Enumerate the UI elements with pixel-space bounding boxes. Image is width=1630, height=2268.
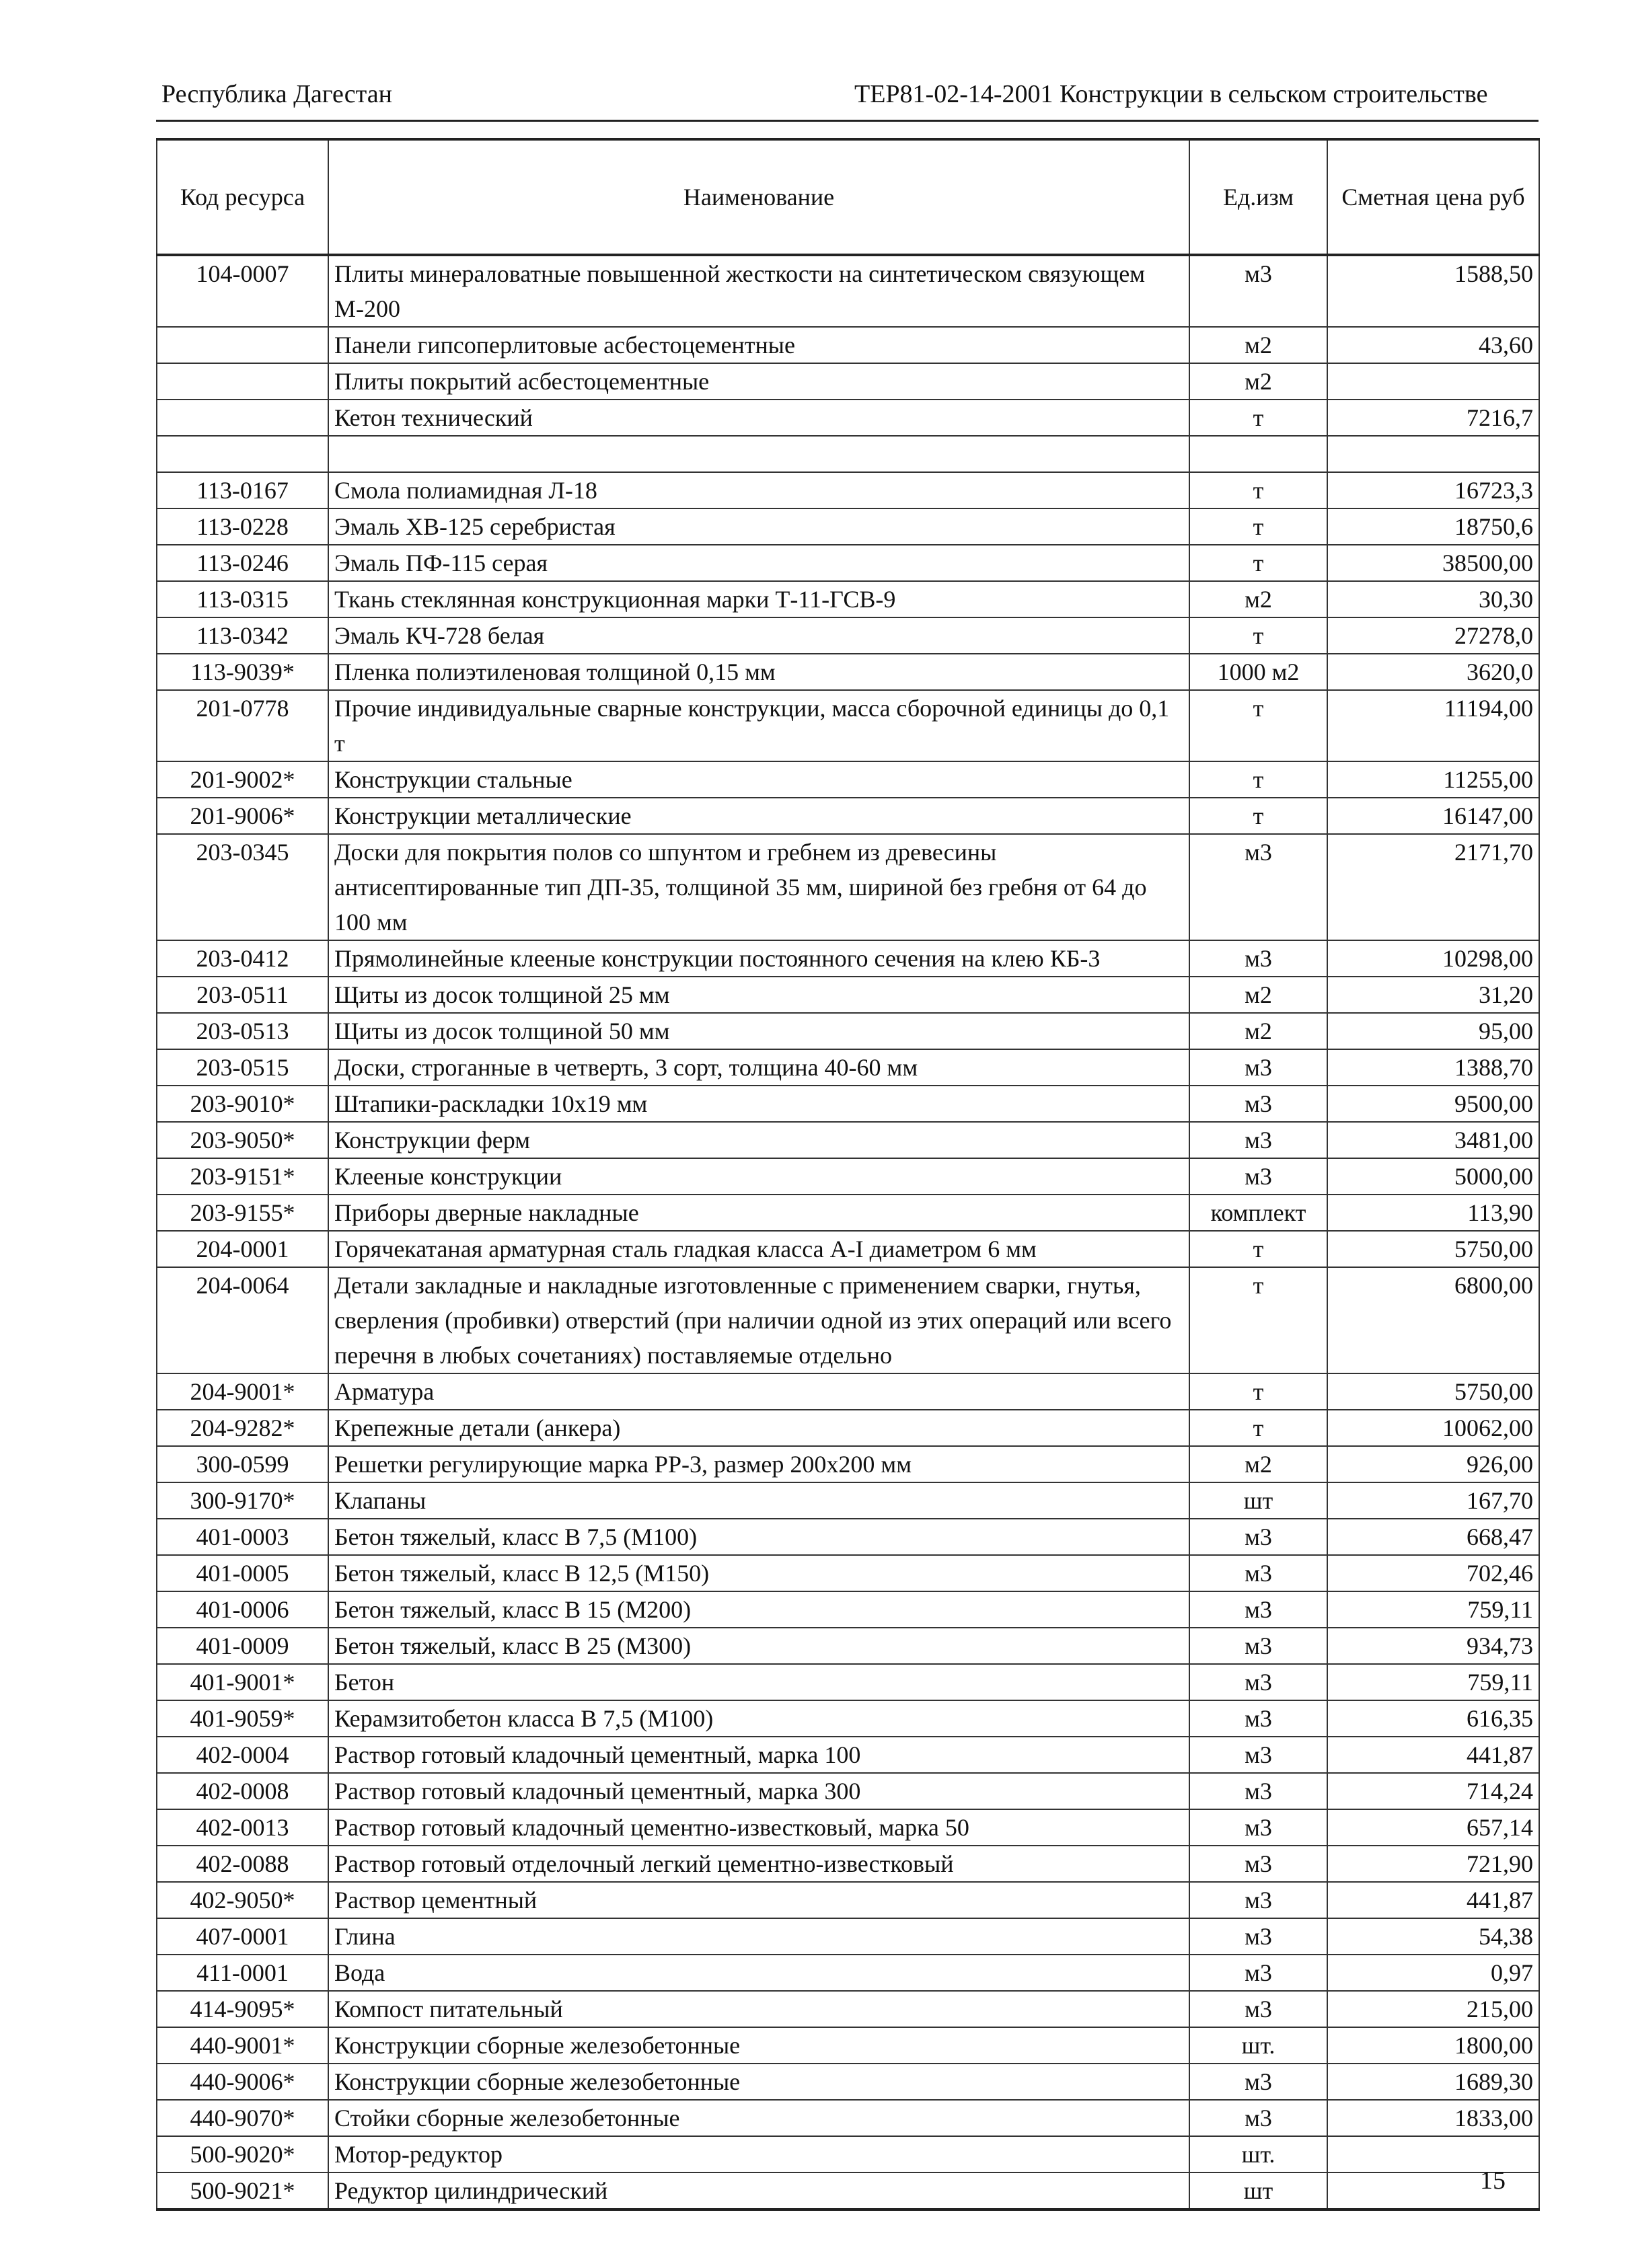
resource-code-cell — [157, 327, 328, 363]
unit-cell: т — [1189, 1410, 1327, 1446]
price-cell: 2171,70 — [1327, 834, 1539, 940]
unit-cell: м3 — [1189, 1882, 1327, 1918]
unit-cell: т — [1189, 1373, 1327, 1410]
resource-name-cell: Эмаль ПФ-115 серая — [328, 545, 1189, 581]
resource-code-cell: 204-9001* — [157, 1373, 328, 1410]
resource-name-cell: Доски, строганные в четверть, 3 сорт, толщина 40-60 мм — [328, 1049, 1189, 1086]
unit-cell: м3 — [1189, 1628, 1327, 1664]
resource-name-cell: Прочие индивидуальные сварные конструкции, масса сборочной единицы до 0,1 т — [328, 690, 1189, 761]
resource-name-cell — [328, 436, 1189, 472]
unit-cell: шт — [1189, 2172, 1327, 2209]
resource-code-cell: 204-0001 — [157, 1231, 328, 1267]
header-divider — [156, 120, 1539, 122]
table-row — [157, 327, 1539, 363]
price-cell: 616,35 — [1327, 1700, 1539, 1737]
table-row — [157, 1664, 1539, 1700]
table-row — [157, 690, 1539, 761]
resource-code-cell: 204-0064 — [157, 1267, 328, 1373]
resource-code-cell: 402-0008 — [157, 1773, 328, 1809]
resource-code-cell: 401-9001* — [157, 1664, 328, 1700]
table-row — [157, 1158, 1539, 1195]
price-cell: 441,87 — [1327, 1882, 1539, 1918]
resource-name-cell: Щиты из досок толщиной 50 мм — [328, 1013, 1189, 1049]
resource-name-cell: Конструкции стальные — [328, 761, 1189, 798]
unit-cell: т — [1189, 508, 1327, 545]
price-cell: 1689,30 — [1327, 2064, 1539, 2100]
unit-cell: м2 — [1189, 581, 1327, 617]
table-row — [157, 1918, 1539, 1955]
unit-cell: м3 — [1189, 1664, 1327, 1700]
resource-name-cell: Плиты покрытий асбестоцементные — [328, 363, 1189, 400]
unit-cell: м2 — [1189, 327, 1327, 363]
unit-cell: 1000 м2 — [1189, 654, 1327, 690]
resource-code-cell: 300-0599 — [157, 1446, 328, 1482]
resource-name-cell: Панели гипсоперлитовые асбестоцементные — [328, 327, 1189, 363]
table-row — [157, 1955, 1539, 1991]
table-row — [157, 2172, 1539, 2209]
unit-cell: т — [1189, 1267, 1327, 1373]
table-row — [157, 2027, 1539, 2064]
resource-name-cell: Конструкции сборные железобетонные — [328, 2064, 1189, 2100]
price-cell: 10062,00 — [1327, 1410, 1539, 1446]
unit-cell: м3 — [1189, 2064, 1327, 2100]
table-row — [157, 1195, 1539, 1231]
resource-code-cell: 500-9020* — [157, 2136, 328, 2172]
unit-cell: м3 — [1189, 2100, 1327, 2136]
table-row — [157, 834, 1539, 940]
unit-cell: м3 — [1189, 1918, 1327, 1955]
table-row — [157, 581, 1539, 617]
resource-code-cell: 113-0315 — [157, 581, 328, 617]
resource-code-cell: 401-0006 — [157, 1591, 328, 1628]
resource-code-cell: 113-0167 — [157, 472, 328, 508]
unit-cell: м3 — [1189, 834, 1327, 940]
price-cell: 11194,00 — [1327, 690, 1539, 761]
unit-cell: м3 — [1189, 940, 1327, 977]
resource-code-cell: 203-9010* — [157, 1086, 328, 1122]
resource-name-cell: Раствор готовый отделочный легкий цементно-известковый — [328, 1846, 1189, 1882]
price-cell: 6800,00 — [1327, 1267, 1539, 1373]
table-row — [157, 363, 1539, 400]
price-cell — [1327, 436, 1539, 472]
resource-name-cell: Раствор готовый кладочный цементный, марка 100 — [328, 1737, 1189, 1773]
resource-name-cell: Вода — [328, 1955, 1189, 1991]
unit-cell: м3 — [1189, 1122, 1327, 1158]
column-header-unit: Ед.изм — [1189, 139, 1327, 255]
resource-code-cell — [157, 436, 328, 472]
unit-cell: м3 — [1189, 1991, 1327, 2027]
resource-code-cell: 203-0345 — [157, 834, 328, 940]
table-row — [157, 472, 1539, 508]
unit-cell: т — [1189, 690, 1327, 761]
unit-cell: м3 — [1189, 1846, 1327, 1882]
table-body — [157, 255, 1539, 2209]
price-cell: 1833,00 — [1327, 2100, 1539, 2136]
resource-name-cell: Кетон технический — [328, 400, 1189, 436]
resource-name-cell: Компост питательный — [328, 1991, 1189, 2027]
table-row — [157, 1086, 1539, 1122]
table-row — [157, 977, 1539, 1013]
resource-name-cell: Мотор-редуктор — [328, 2136, 1189, 2172]
table-row — [157, 1809, 1539, 1846]
resource-code-cell: 440-9070* — [157, 2100, 328, 2136]
table-row — [157, 1446, 1539, 1482]
price-cell: 11255,00 — [1327, 761, 1539, 798]
resource-name-cell: Керамзитобетон класса В 7,5 (М100) — [328, 1700, 1189, 1737]
resource-name-cell: Плиты минераловатные повышенной жесткости на синтетическом связующем М-200 — [328, 255, 1189, 327]
unit-cell: м3 — [1189, 255, 1327, 327]
price-cell: 167,70 — [1327, 1482, 1539, 1519]
table-row — [157, 1773, 1539, 1809]
unit-cell: м3 — [1189, 1591, 1327, 1628]
resource-code-cell: 203-0515 — [157, 1049, 328, 1086]
price-cell: 16147,00 — [1327, 798, 1539, 834]
resource-name-cell: Эмаль КЧ-728 белая — [328, 617, 1189, 654]
price-cell — [1327, 363, 1539, 400]
resource-name-cell: Глина — [328, 1918, 1189, 1955]
resource-code-cell: 402-0088 — [157, 1846, 328, 1882]
price-cell: 668,47 — [1327, 1519, 1539, 1555]
unit-cell: т — [1189, 400, 1327, 436]
resource-code-cell: 440-9006* — [157, 2064, 328, 2100]
resource-name-cell: Редуктор цилиндрический — [328, 2172, 1189, 2209]
price-cell: 934,73 — [1327, 1628, 1539, 1664]
table-row — [157, 255, 1539, 327]
price-cell: 3481,00 — [1327, 1122, 1539, 1158]
unit-cell: м3 — [1189, 1519, 1327, 1555]
table-row — [157, 508, 1539, 545]
resource-name-cell: Эмаль ХВ-125 серебристая — [328, 508, 1189, 545]
table-row — [157, 1555, 1539, 1591]
table-row — [157, 798, 1539, 834]
price-cell: 30,30 — [1327, 581, 1539, 617]
resource-code-cell: 414-9095* — [157, 1991, 328, 2027]
resource-name-cell: Бетон тяжелый, класс В 25 (М300) — [328, 1628, 1189, 1664]
price-cell: 95,00 — [1327, 1013, 1539, 1049]
unit-cell: м3 — [1189, 1158, 1327, 1195]
table-row — [157, 545, 1539, 581]
price-cell: 702,46 — [1327, 1555, 1539, 1591]
price-cell: 759,11 — [1327, 1664, 1539, 1700]
price-cell: 3620,0 — [1327, 654, 1539, 690]
resource-name-cell: Смола полиамидная Л-18 — [328, 472, 1189, 508]
resource-name-cell: Клееные конструкции — [328, 1158, 1189, 1195]
unit-cell: м3 — [1189, 1086, 1327, 1122]
price-cell: 9500,00 — [1327, 1086, 1539, 1122]
resource-code-cell: 201-0778 — [157, 690, 328, 761]
resource-price-table — [156, 138, 1540, 2211]
price-cell: 27278,0 — [1327, 617, 1539, 654]
resource-code-cell: 402-0013 — [157, 1809, 328, 1846]
column-header-code: Код ресурса — [157, 139, 328, 255]
unit-cell: м3 — [1189, 1955, 1327, 1991]
resource-code-cell: 203-0412 — [157, 940, 328, 977]
resource-name-cell: Штапики-раскладки 10х19 мм — [328, 1086, 1189, 1122]
resource-name-cell: Прямолинейные клееные конструкции постоянного сечения на клею КБ-3 — [328, 940, 1189, 977]
price-cell: 5000,00 — [1327, 1158, 1539, 1195]
price-cell: 16723,3 — [1327, 472, 1539, 508]
resource-name-cell: Конструкции ферм — [328, 1122, 1189, 1158]
price-cell: 0,97 — [1327, 1955, 1539, 1991]
table-row — [157, 1410, 1539, 1446]
unit-cell: шт. — [1189, 2027, 1327, 2064]
resource-code-cell: 500-9021* — [157, 2172, 328, 2209]
unit-cell: м2 — [1189, 1013, 1327, 1049]
table-row — [157, 761, 1539, 798]
resource-name-cell: Бетон тяжелый, класс В 12,5 (М150) — [328, 1555, 1189, 1591]
resource-code-cell: 104-0007 — [157, 255, 328, 327]
table-row — [157, 1122, 1539, 1158]
table-row — [157, 400, 1539, 436]
table-row — [157, 1882, 1539, 1918]
table-row — [157, 1373, 1539, 1410]
column-header-price: Сметная цена руб — [1327, 139, 1539, 255]
column-header-name: Наименование — [328, 139, 1189, 255]
resource-name-cell: Конструкции металлические — [328, 798, 1189, 834]
resource-code-cell: 401-0005 — [157, 1555, 328, 1591]
unit-cell: м3 — [1189, 1700, 1327, 1737]
unit-cell: т — [1189, 798, 1327, 834]
price-cell: 10298,00 — [1327, 940, 1539, 977]
resource-name-cell: Приборы дверные накладные — [328, 1195, 1189, 1231]
resource-code-cell: 402-0004 — [157, 1737, 328, 1773]
table-row — [157, 436, 1539, 472]
unit-cell — [1189, 436, 1327, 472]
resource-name-cell: Арматура — [328, 1373, 1189, 1410]
resource-name-cell: Решетки регулирующие марка РР-3, размер 200х200 мм — [328, 1446, 1189, 1482]
price-cell: 714,24 — [1327, 1773, 1539, 1809]
resource-name-cell: Доски для покрытия полов со шпунтом и гребнем из древесины антисептированные тип ДП-35, толщиной 35 мм, шириной без гребня от 64 до 100 мм — [328, 834, 1189, 940]
resource-name-cell: Ткань стеклянная конструкционная марки Т-11-ГСВ-9 — [328, 581, 1189, 617]
table-row — [157, 1519, 1539, 1555]
unit-cell: т — [1189, 545, 1327, 581]
resource-code-cell: 402-9050* — [157, 1882, 328, 1918]
resource-name-cell: Горячекатаная арматурная сталь гладкая класса А-I диаметром 6 мм — [328, 1231, 1189, 1267]
resource-name-cell: Бетон — [328, 1664, 1189, 1700]
unit-cell: м2 — [1189, 363, 1327, 400]
resource-name-cell: Щиты из досок толщиной 25 мм — [328, 977, 1189, 1013]
price-cell: 113,90 — [1327, 1195, 1539, 1231]
price-cell: 54,38 — [1327, 1918, 1539, 1955]
resource-code-cell: 201-9002* — [157, 761, 328, 798]
resource-code-cell: 203-9155* — [157, 1195, 328, 1231]
table-row — [157, 1991, 1539, 2027]
price-cell: 31,20 — [1327, 977, 1539, 1013]
price-cell: 38500,00 — [1327, 545, 1539, 581]
resource-name-cell: Пленка полиэтиленовая толщиной 0,15 мм — [328, 654, 1189, 690]
table-row — [157, 2136, 1539, 2172]
table-row — [157, 1049, 1539, 1086]
resource-code-cell — [157, 363, 328, 400]
resource-name-cell: Бетон тяжелый, класс В 7,5 (М100) — [328, 1519, 1189, 1555]
resource-code-cell: 113-0342 — [157, 617, 328, 654]
table-row — [157, 1591, 1539, 1628]
resource-name-cell: Стойки сборные железобетонные — [328, 2100, 1189, 2136]
price-cell: 926,00 — [1327, 1446, 1539, 1482]
table-row — [157, 1267, 1539, 1373]
resource-code-cell: 113-0228 — [157, 508, 328, 545]
unit-cell: т — [1189, 1231, 1327, 1267]
resource-code-cell: 203-0511 — [157, 977, 328, 1013]
table-row — [157, 1737, 1539, 1773]
unit-cell: м3 — [1189, 1809, 1327, 1846]
unit-cell: м3 — [1189, 1049, 1327, 1086]
price-cell: 657,14 — [1327, 1809, 1539, 1846]
page-number: 15 — [1480, 2166, 1506, 2195]
table-row — [157, 1013, 1539, 1049]
resource-code-cell: 401-9059* — [157, 1700, 328, 1737]
resource-code-cell — [157, 400, 328, 436]
resource-code-cell: 401-0003 — [157, 1519, 328, 1555]
document-title: ТЕР81-02-14-2001 Конструкции в сельском строительстве — [854, 80, 1488, 108]
unit-cell: м3 — [1189, 1737, 1327, 1773]
unit-cell: т — [1189, 761, 1327, 798]
resource-name-cell: Клапаны — [328, 1482, 1189, 1519]
unit-cell: м3 — [1189, 1555, 1327, 1591]
unit-cell: шт — [1189, 1482, 1327, 1519]
resource-code-cell: 203-9050* — [157, 1122, 328, 1158]
resource-code-cell: 440-9001* — [157, 2027, 328, 2064]
resource-code-cell: 203-0513 — [157, 1013, 328, 1049]
resource-name-cell: Раствор цементный — [328, 1882, 1189, 1918]
resource-code-cell: 113-9039* — [157, 654, 328, 690]
resource-name-cell: Бетон тяжелый, класс В 15 (М200) — [328, 1591, 1189, 1628]
price-cell: 1388,70 — [1327, 1049, 1539, 1086]
price-cell: 18750,6 — [1327, 508, 1539, 545]
price-cell: 441,87 — [1327, 1737, 1539, 1773]
resource-code-cell: 411-0001 — [157, 1955, 328, 1991]
resource-code-cell: 204-9282* — [157, 1410, 328, 1446]
price-cell: 5750,00 — [1327, 1373, 1539, 1410]
unit-cell: м2 — [1189, 1446, 1327, 1482]
table-header-row — [157, 139, 1539, 255]
resource-name-cell: Детали закладные и накладные изготовленные с применением сварки, гнутья, сверления (пробивки) отверстий (при наличии одной из этих операций или всего перечня в любых сочетаниях) поставляемые отдельно — [328, 1267, 1189, 1373]
unit-cell: т — [1189, 617, 1327, 654]
table-row — [157, 2064, 1539, 2100]
price-cell — [1327, 2136, 1539, 2172]
table-row — [157, 1482, 1539, 1519]
unit-cell: комплект — [1189, 1195, 1327, 1231]
unit-cell: т — [1189, 472, 1327, 508]
resource-code-cell: 407-0001 — [157, 1918, 328, 1955]
price-cell: 759,11 — [1327, 1591, 1539, 1628]
resource-name-cell: Раствор готовый кладочный цементный, марка 300 — [328, 1773, 1189, 1809]
table-row — [157, 617, 1539, 654]
table-row — [157, 1846, 1539, 1882]
price-cell: 5750,00 — [1327, 1231, 1539, 1267]
resource-name-cell: Конструкции сборные железобетонные — [328, 2027, 1189, 2064]
table-row — [157, 1231, 1539, 1267]
price-cell: 1800,00 — [1327, 2027, 1539, 2064]
resource-code-cell: 113-0246 — [157, 545, 328, 581]
resource-code-cell: 401-0009 — [157, 1628, 328, 1664]
price-cell: 43,60 — [1327, 327, 1539, 363]
table-row — [157, 940, 1539, 977]
table-row — [157, 1700, 1539, 1737]
resource-name-cell: Раствор готовый кладочный цементно-известковый, марка 50 — [328, 1809, 1189, 1846]
resource-code-cell: 203-9151* — [157, 1158, 328, 1195]
unit-cell: шт. — [1189, 2136, 1327, 2172]
unit-cell: м2 — [1189, 977, 1327, 1013]
price-cell: 721,90 — [1327, 1846, 1539, 1882]
table-row — [157, 1628, 1539, 1664]
table-row — [157, 654, 1539, 690]
price-cell: 1588,50 — [1327, 255, 1539, 327]
price-cell: 215,00 — [1327, 1991, 1539, 2027]
resource-code-cell: 300-9170* — [157, 1482, 328, 1519]
price-cell: 7216,7 — [1327, 400, 1539, 436]
price-cell — [1327, 2172, 1539, 2209]
resource-code-cell: 201-9006* — [157, 798, 328, 834]
region-title: Республика Дагестан — [161, 80, 392, 108]
resource-name-cell: Крепежные детали (анкера) — [328, 1410, 1189, 1446]
unit-cell: м3 — [1189, 1773, 1327, 1809]
table-row — [157, 2100, 1539, 2136]
